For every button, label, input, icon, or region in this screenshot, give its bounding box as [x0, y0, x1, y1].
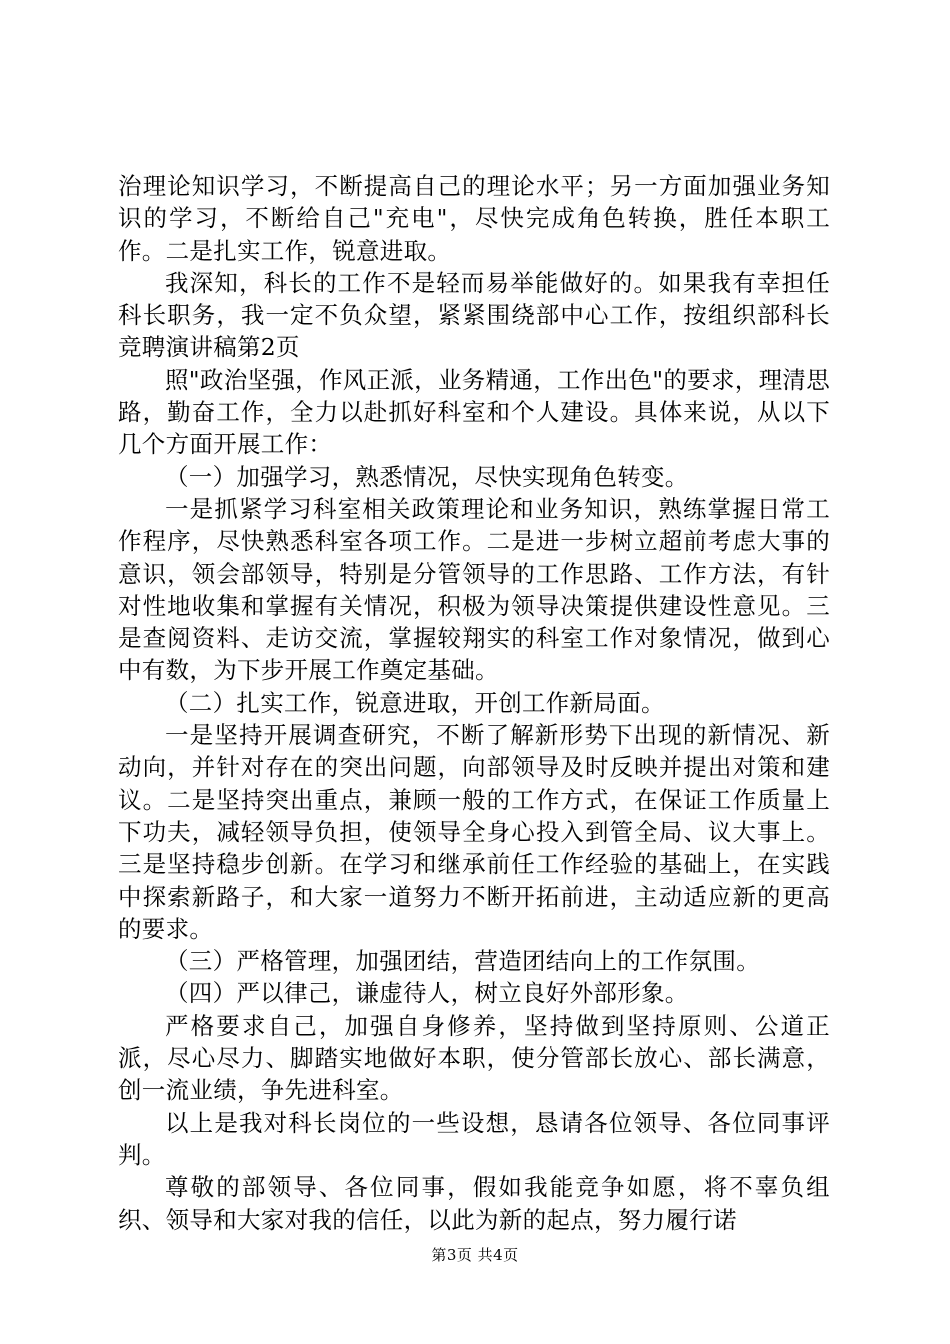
section-heading-3: （三）严格管理，加强团结，营造团结向上的工作氛围。 [165, 947, 760, 976]
section-heading-2: （二）扎实工作，锐意进取，开创工作新局面。 [165, 688, 665, 717]
document-body [118, 170, 830, 1236]
paragraph-8: 尊敬的部领导、各位同事，假如我能竞争如愿，将不辜负组织、领导和大家对我的信任，以此为新的起点，努力履行诺 [118, 1173, 830, 1234]
paragraph-7: 以上是我对科长岗位的一些设想，恳请各位领导、各位同事评判。 [118, 1108, 830, 1169]
section-heading-4: （四）严以律己，谦虚待人，树立良好外部形象。 [165, 979, 689, 1008]
paragraph-2: 我深知，科长的工作不是轻而易举能做好的。如果我有幸担任科长职务，我一定不负众望，紧紧围绕部中心工作，按组织部科长竞聘演讲稿第2页 [118, 268, 830, 362]
paragraph-6: 严格要求自己，加强自身修养，坚持做到坚持原则、公道正派，尽心尽力、脚踏实地做好本职，使分管部长放心、部长满意，创一流业绩，争先进科室。 [118, 1011, 830, 1105]
paragraph-1: 治理论知识学习，不断提高自己的理论水平；另一方面加强业务知识的学习，不断给自己"充电"，尽快完成角色转换，胜任本职工作。二是扎实工作，锐意进取。 [118, 172, 830, 265]
section-heading-1: （一）加强学习，熟悉情况，尽快实现角色转变。 [165, 462, 689, 491]
page-number-label: 第3页 共4页 [431, 1246, 519, 1264]
paragraph-5: 一是坚持开展调查研究，不断了解新形势下出现的新情况、新动向，并针对存在的突出问题，向部领导及时反映并提出对策和建议。二是坚持突出重点，兼顾一般的工作方式，在保证工作质量上下功夫，减轻领导负担，使领导全身心投入到管全局、议大事上。三是坚持稳步创新。在学习和继承前任工作经验的基础上，在实践中探索新路子，和大家一道努力不断开拓前进，主动适应新的更高的要求。 [118, 721, 830, 943]
paragraph-4: 一是抓紧学习科室相关政策理论和业务知识，熟练掌握日常工作程序，尽快熟悉科室各项工作。二是进一步树立超前考虑大事的意识，领会部领导，特别是分管领导的工作思路、工作方法，有针对性地收集和掌握有关情况，积极为领导决策提供建设性意见。三是查阅资料、走访交流，掌握较翔实的科室工作对象情况，做到心中有数，为下步开展工作奠定基础。 [118, 494, 830, 685]
paragraph-3: 照"政治坚强，作风正派，业务精通，工作出色"的要求，理清思路，勤奋工作，全力以赴抓好科室和个人建设。具体来说，从以下几个方面开展工作： [118, 365, 830, 459]
page-footer [0, 1245, 950, 1265]
